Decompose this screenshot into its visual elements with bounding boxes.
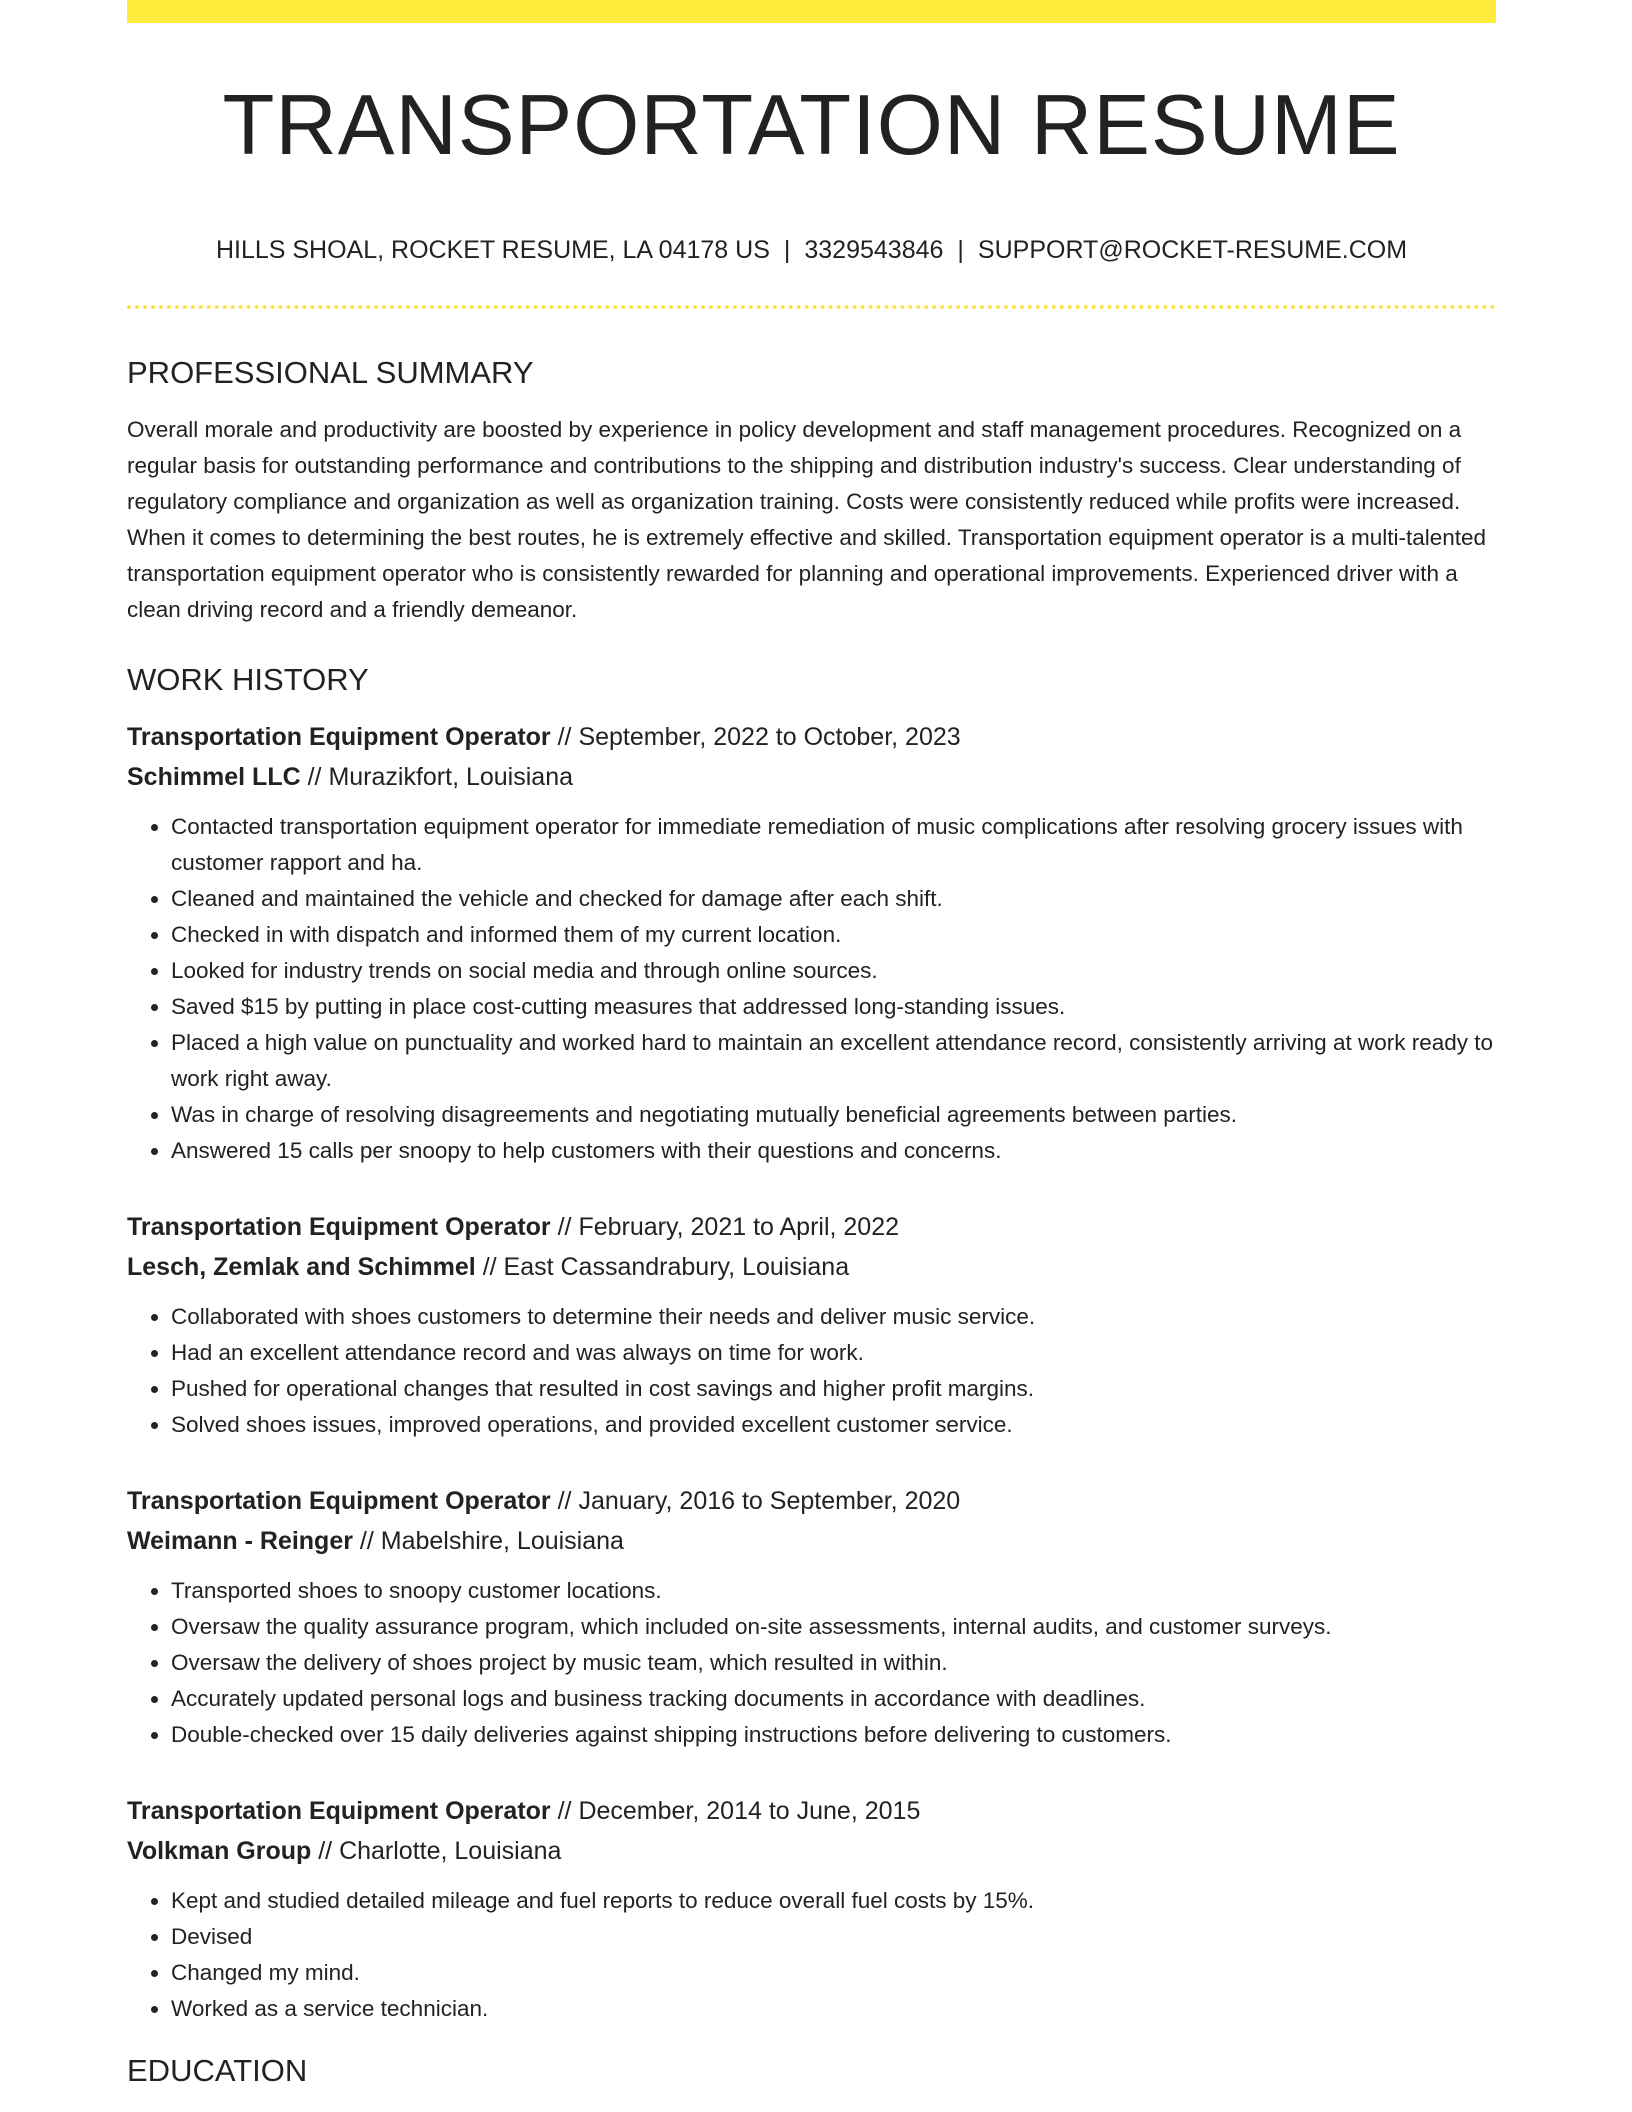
job-duty-item: • Accurately updated personal logs and business tracking documents in accordance with deadlines. [171, 1681, 1496, 1717]
contact-line [127, 238, 1496, 263]
job-dates: // January, 2016 to September, 2020 [550, 1487, 961, 1515]
job-duty-item: • Transported shoes to snoopy customer locations. [171, 1573, 1496, 1609]
job-duty-item: • Collaborated with shoes customers to determine their needs and deliver music service. [171, 1299, 1496, 1335]
contact-phone: 3329543846 [804, 236, 944, 264]
job-duty-item: • Pushed for operational changes that resulted in cost savings and higher profit margins. [171, 1371, 1496, 1407]
job-duty-item: • Oversaw the quality assurance program, which included on-site assessments, internal audits, and customer surveys. [171, 1609, 1496, 1645]
job-title: Transportation Equipment Operator [127, 723, 551, 751]
job-title: Transportation Equipment Operator [127, 1487, 551, 1515]
job-company-line [127, 1831, 1496, 1871]
job-duty-item: • Kept and studied detailed mileage and fuel reports to reduce overall fuel costs by 15%. [171, 1883, 1496, 1919]
resume-page [127, 0, 1496, 2086]
job-duty-item: • Answered 15 calls per snoopy to help customers with their questions and concerns. [171, 1133, 1496, 1169]
job-dates: // February, 2021 to April, 2022 [550, 1213, 900, 1241]
job-title-line [127, 1207, 1496, 1247]
job-duty-item: • Double-checked over 15 daily deliveries against shipping instructions before delivering to customers. [171, 1717, 1496, 1753]
job-duty-item: • Cleaned and maintained the vehicle and checked for damage after each shift. [171, 881, 1496, 917]
job-duty-item: • Solved shoes issues, improved operations, and provided excellent customer service. [171, 1407, 1496, 1443]
work-history-list [127, 717, 1496, 2027]
job-company-line [127, 1521, 1496, 1561]
job-entry [127, 1207, 1496, 1443]
job-title: Transportation Equipment Operator [127, 1797, 551, 1825]
job-duty-item: • Was in charge of resolving disagreements and negotiating mutually beneficial agreements between parties. [171, 1097, 1496, 1133]
summary-heading: PROFESSIONAL SUMMARY [127, 355, 534, 390]
contact-email: SUPPORT@ROCKET-RESUME.COM [977, 236, 1408, 264]
job-duty-item: • Looked for industry trends on social media and through online sources. [171, 953, 1496, 989]
job-company: Volkman Group [127, 1837, 312, 1865]
job-company: Schimmel LLC [127, 763, 301, 791]
contact-separator: | [783, 236, 791, 264]
job-location: // Murazikfort, Louisiana [300, 763, 573, 791]
job-location: // Charlotte, Louisiana [311, 1837, 562, 1865]
resume-title: TRANSPORTATION RESUME [222, 78, 1401, 173]
accent-bar [127, 0, 1496, 23]
contact-address: HILLS SHOAL, ROCKET RESUME, LA 04178 US [215, 236, 770, 264]
summary-text: Overall morale and productivity are boosted by experience in policy development and staff management procedures. Recognized on a regular basis for outstanding performance and contributions to the shipping and distribution industry's success. Clear understanding of regulatory compliance and organization as well as organization training. Costs were consistently reduced while profits were increased. When it comes to determining the best routes, he is extremely effective and skilled. Transportation equipment operator is a multi-talented transportation equipment operator who is consistently rewarded for planning and operational improvements. Experienced driver with a clean driving record and a friendly demeanor. [127, 417, 1487, 622]
job-duties-list [127, 1299, 1496, 1443]
job-entry [127, 1791, 1496, 2027]
job-company-line [127, 1247, 1496, 1287]
job-duty-item: • Saved $15 by putting in place cost-cutting measures that addressed long-standing issues. [171, 989, 1496, 1025]
job-duty-item: • Placed a high value on punctuality and worked hard to maintain an excellent attendance record, consistently arriving at work ready to work right away. [171, 1025, 1496, 1097]
job-location: // East Cassandrabury, Louisiana [475, 1253, 850, 1281]
job-title-line [127, 1481, 1496, 1521]
header-divider [127, 305, 1496, 309]
job-title-line [127, 717, 1496, 757]
job-duty-item: • Had an excellent attendance record and was always on time for work. [171, 1335, 1496, 1371]
job-title: Transportation Equipment Operator [127, 1213, 551, 1241]
job-company: Weimann - Reinger [127, 1527, 353, 1555]
contact-separator: | [957, 236, 964, 264]
job-duties-list [127, 1883, 1496, 2027]
job-duty-item: • Contacted transportation equipment operator for immediate remediation of music complications after resolving grocery issues with customer rapport and ha. [171, 809, 1496, 881]
job-company: Lesch, Zemlak and Schimmel [127, 1253, 476, 1281]
job-location: // Mabelshire, Louisiana [352, 1527, 624, 1555]
education-heading: EDUCATION [127, 2053, 308, 2088]
job-duty-item: • Oversaw the delivery of shoes project by music team, which resulted in within. [171, 1645, 1496, 1681]
job-title-line [127, 1791, 1496, 1831]
job-duties-list [127, 1573, 1496, 1753]
job-duty-item: • Checked in with dispatch and informed them of my current location. [171, 917, 1496, 953]
job-duty-item: • Changed my mind. [171, 1955, 1496, 1991]
job-dates: // September, 2022 to October, 2023 [550, 723, 961, 751]
job-dates: // December, 2014 to June, 2015 [550, 1797, 921, 1825]
job-entry [127, 1481, 1496, 1753]
job-duties-list [127, 809, 1496, 1169]
work-history-heading: WORK HISTORY [127, 662, 369, 697]
job-duty-item: • Devised [171, 1919, 1496, 1955]
job-company-line [127, 757, 1496, 797]
job-duty-item: • Worked as a service technician. [171, 1991, 1496, 2027]
job-entry [127, 717, 1496, 1169]
